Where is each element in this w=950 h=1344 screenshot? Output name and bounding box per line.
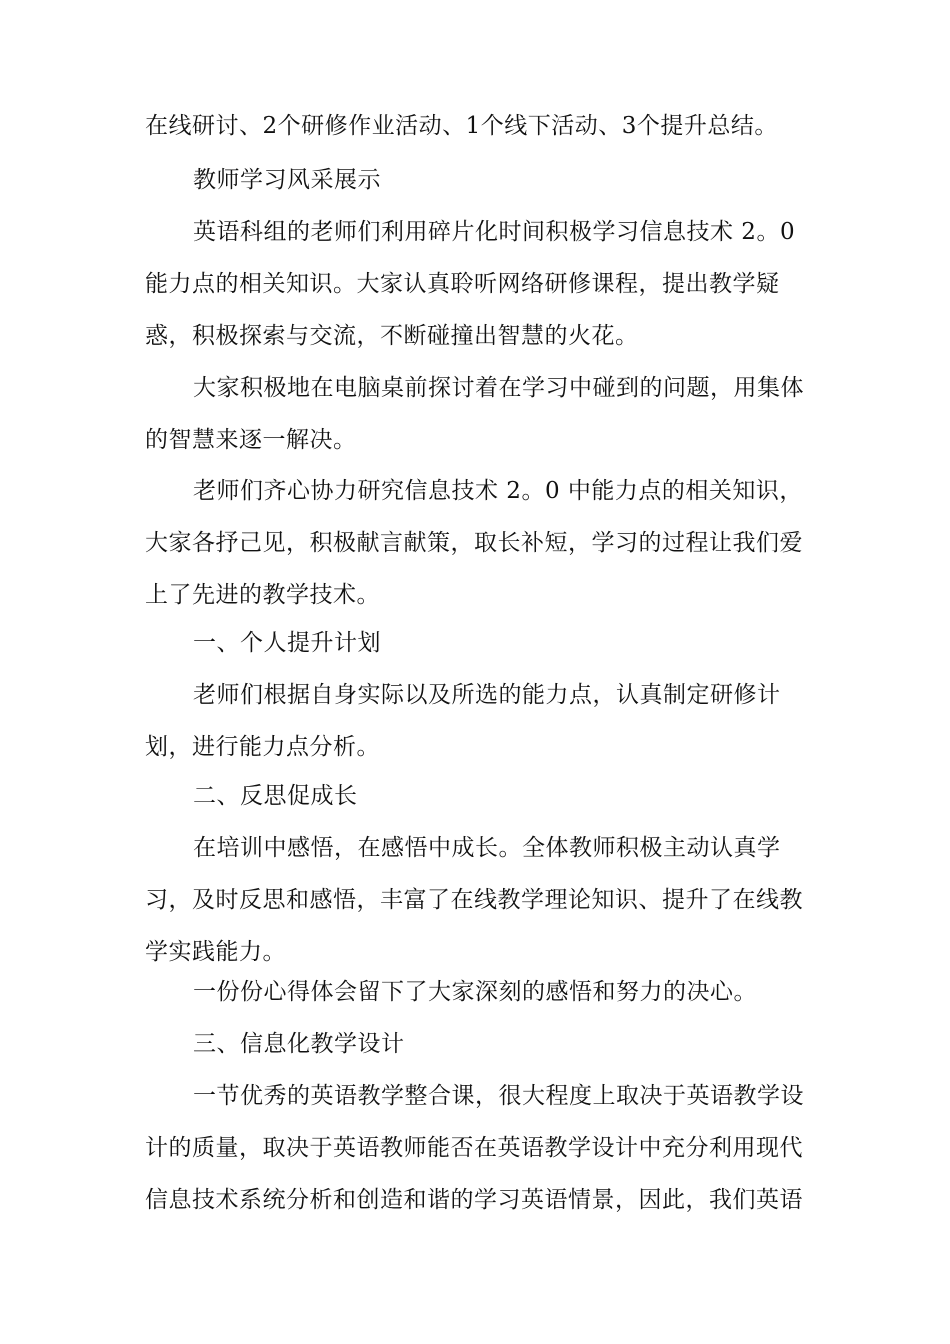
paragraph-continuation: 在线研讨、2个研修作业活动、1个线下活动、3个提升总结。 bbox=[145, 113, 778, 139]
paragraph-personal-plan: 老师们根据自身实际以及所选的能力点，认真制定研修计划，进行能力点分析。 bbox=[145, 682, 781, 760]
paragraph-teaching-design: 一节优秀的英语教学整合课，很大程度上取决于英语教学设计的质量，取决于英语教师能否在英语教学设计中充分利用现代信息技术系统分析和创造和谐的学习英语情景，因此，我们英语 bbox=[145, 1083, 804, 1213]
section-heading-personal-plan: 一、个人提升计划 bbox=[193, 630, 381, 656]
section-heading-teaching-design: 三、信息化教学设计 bbox=[193, 1031, 405, 1057]
paragraph-english-group-study: 英语科组的老师们利用碎片化时间积极学习信息技术 2。0 能力点的相关知识。大家认真聆听网络研修课程，提出教学疑惑，积极探索与交流，不断碰撞出智慧的火花。 bbox=[145, 219, 796, 349]
paragraph-discussion: 大家积极地在电脑桌前探讨着在学习中碰到的问题，用集体的智慧来逐一解决。 bbox=[145, 375, 804, 453]
section-heading-reflection: 二、反思促成长 bbox=[193, 783, 358, 809]
paragraph-collaborative-research: 老师们齐心协力研究信息技术 2。0 中能力点的相关知识，大家各抒己见，积极献言献策，取长补短，学习的过程让我们爱上了先进的教学技术。 bbox=[145, 478, 803, 608]
paragraph-reflection: 在培训中感悟，在感悟中成长。全体教师积极主动认真学习，及时反思和感悟，丰富了在线教学理论知识、提升了在线教学实践能力。 bbox=[145, 835, 803, 965]
section-heading-teacher-showcase: 教师学习风采展示 bbox=[193, 167, 381, 193]
paragraph-experience-notes: 一份份心得体会留下了大家深刻的感悟和努力的决心。 bbox=[193, 979, 757, 1005]
